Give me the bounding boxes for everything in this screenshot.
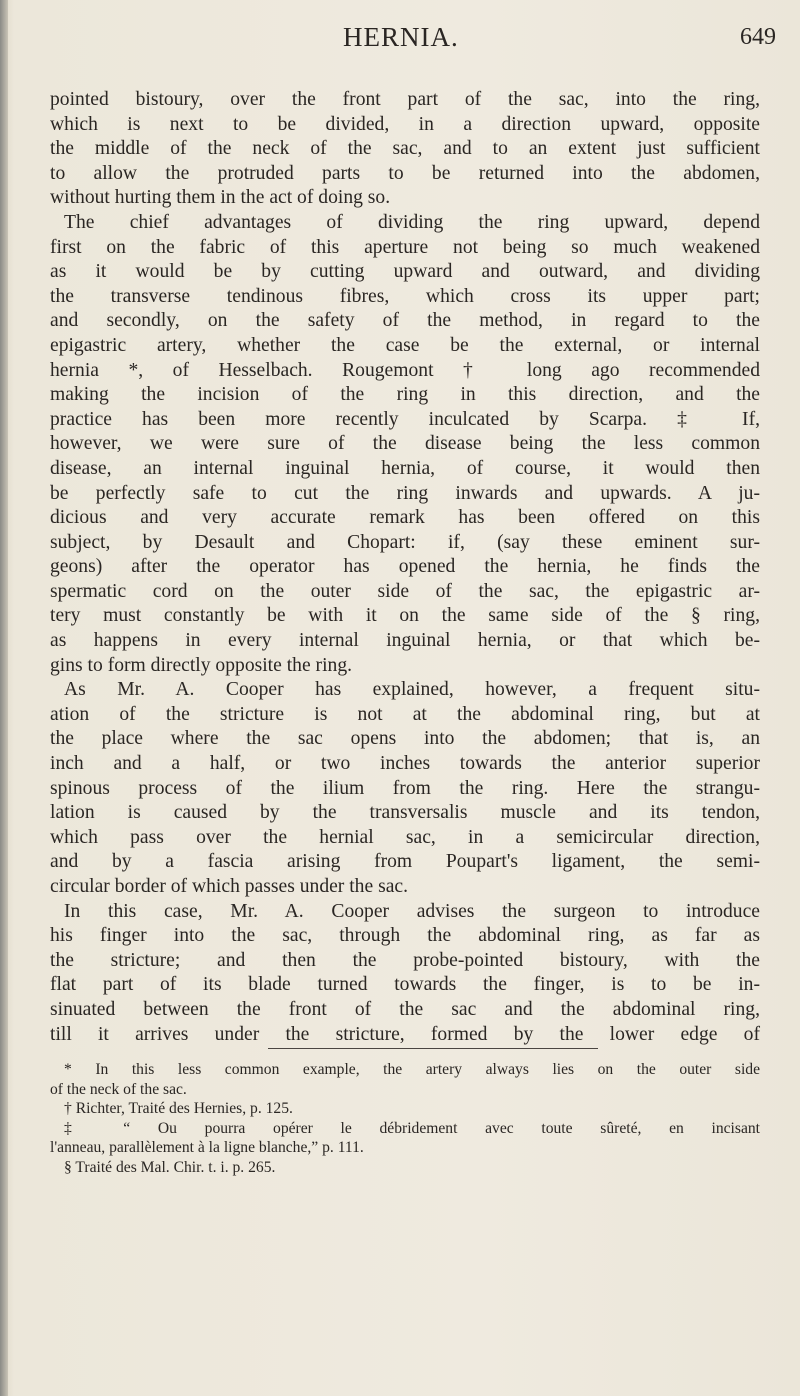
- text-line: flat part of its blade turned towards the finger, is to be in-: [50, 974, 760, 996]
- main-text: [50, 88, 760, 1047]
- text-line: circular border of which passes under the sac.: [50, 876, 408, 897]
- text-line: and by a fascia arising from Poupart's ligament, the semi-: [50, 851, 760, 873]
- text-line: as it would be by cutting upward and outward, and dividing: [50, 261, 760, 283]
- text-line: be perfectly safe to cut the ring inwards and upwards. A ju-: [50, 482, 760, 504]
- text-line: which is next to be divided, in a direction upward, opposite: [50, 113, 760, 135]
- text-line: tery must constantly be with it on the same side of the § ring,: [50, 605, 760, 627]
- text-line: hernia *, of Hesselbach. Rougemont † long ago recommended: [50, 359, 760, 381]
- text-line: epigastric artery, whether the case be the external, or internal: [50, 334, 760, 356]
- text-line: the place where the sac opens into the abdomen; that is, an: [50, 728, 760, 750]
- text-line: spermatic cord on the outer side of the sac, the epigastric ar-: [50, 580, 760, 602]
- page-spine-shadow: [0, 0, 8, 1396]
- text-line: the middle of the neck of the sac, and to an extent just sufficient: [50, 138, 760, 160]
- text-line: however, we were sure of the disease being the less common: [50, 433, 760, 455]
- text-line: The chief advantages of dividing the ring upward, depend: [64, 211, 760, 233]
- text-line: without hurting them in the act of doing so.: [50, 187, 391, 209]
- footnote-divider: [268, 1048, 598, 1049]
- text-line: first on the fabric of this aperture not being so much weakened: [50, 236, 760, 258]
- page-header: [0, 22, 800, 62]
- text-line: making the incision of the ring in this direction, and the: [50, 384, 760, 406]
- page-number: 649: [740, 24, 776, 50]
- text-line: sinuated between the front of the sac and the abdominal ring,: [50, 998, 760, 1020]
- text-line: dicious and very accurate remark has been offered on this: [50, 507, 760, 529]
- text-line: pointed bistoury, over the front part of the sac, into the ring,: [50, 89, 760, 110]
- text-line: the transverse tendinous fibres, which cross its upper part;: [50, 285, 760, 307]
- text-line: As Mr. A. Cooper has explained, however, a frequent situ-: [64, 679, 760, 701]
- text-line: spinous process of the ilium from the ring. Here the strangu-: [50, 777, 760, 799]
- text-line: inch and a half, or two inches towards the anterior superior: [50, 753, 760, 775]
- footnote-line: l'anneau, parallèlement à la ligne blanche,” p. 111.: [50, 1139, 364, 1156]
- text-line: as happens in every internal inguinal hernia, or that which be-: [50, 630, 760, 652]
- text-line: In this case, Mr. A. Cooper advises the surgeon to introduce: [64, 900, 760, 922]
- text-line: his finger into the sac, through the abdominal ring, as far as: [50, 925, 760, 947]
- text-line: practice has been more recently inculcated by Scarpa. ‡ If,: [50, 408, 760, 430]
- text-line: ation of the stricture is not at the abdominal ring, but at: [50, 703, 760, 725]
- text-line: the stricture; and then the probe-pointed bistoury, with the: [50, 949, 760, 971]
- running-title: HERNIA.: [343, 22, 459, 52]
- footnote-line: † Richter, Traité des Hernies, p. 125.: [64, 1100, 293, 1117]
- text-line: disease, an internal inguinal hernia, of course, it would then: [50, 457, 760, 479]
- text-line: lation is caused by the transversalis muscle and its tendon,: [50, 802, 760, 824]
- text-line: which pass over the hernial sac, in a semicircular direction,: [50, 826, 760, 848]
- text-line: till it arrives under the stricture, formed by the lower edge of: [50, 1023, 760, 1045]
- footnotes: [50, 1060, 760, 1177]
- footnote-line: ‡ “ Ou pourra opérer le débridement avec toute sûreté, en incisant: [64, 1119, 760, 1137]
- footnote-line: * In this less common example, the artery always lies on the outer side: [64, 1061, 760, 1078]
- text-line: to allow the protruded parts to be returned into the abdomen,: [50, 162, 760, 184]
- footnote-line: of the neck of the sac.: [50, 1080, 187, 1098]
- text-line: gins to form directly opposite the ring.: [50, 654, 353, 676]
- text-line: and secondly, on the safety of the method, in regard to the: [50, 310, 760, 332]
- footnote-line: § Traité des Mal. Chir. t. i. p. 265.: [64, 1158, 276, 1176]
- text-line: subject, by Desault and Chopart: if, (say these eminent sur-: [50, 531, 760, 553]
- text-line: geons) after the operator has opened the hernia, he finds the: [50, 556, 760, 578]
